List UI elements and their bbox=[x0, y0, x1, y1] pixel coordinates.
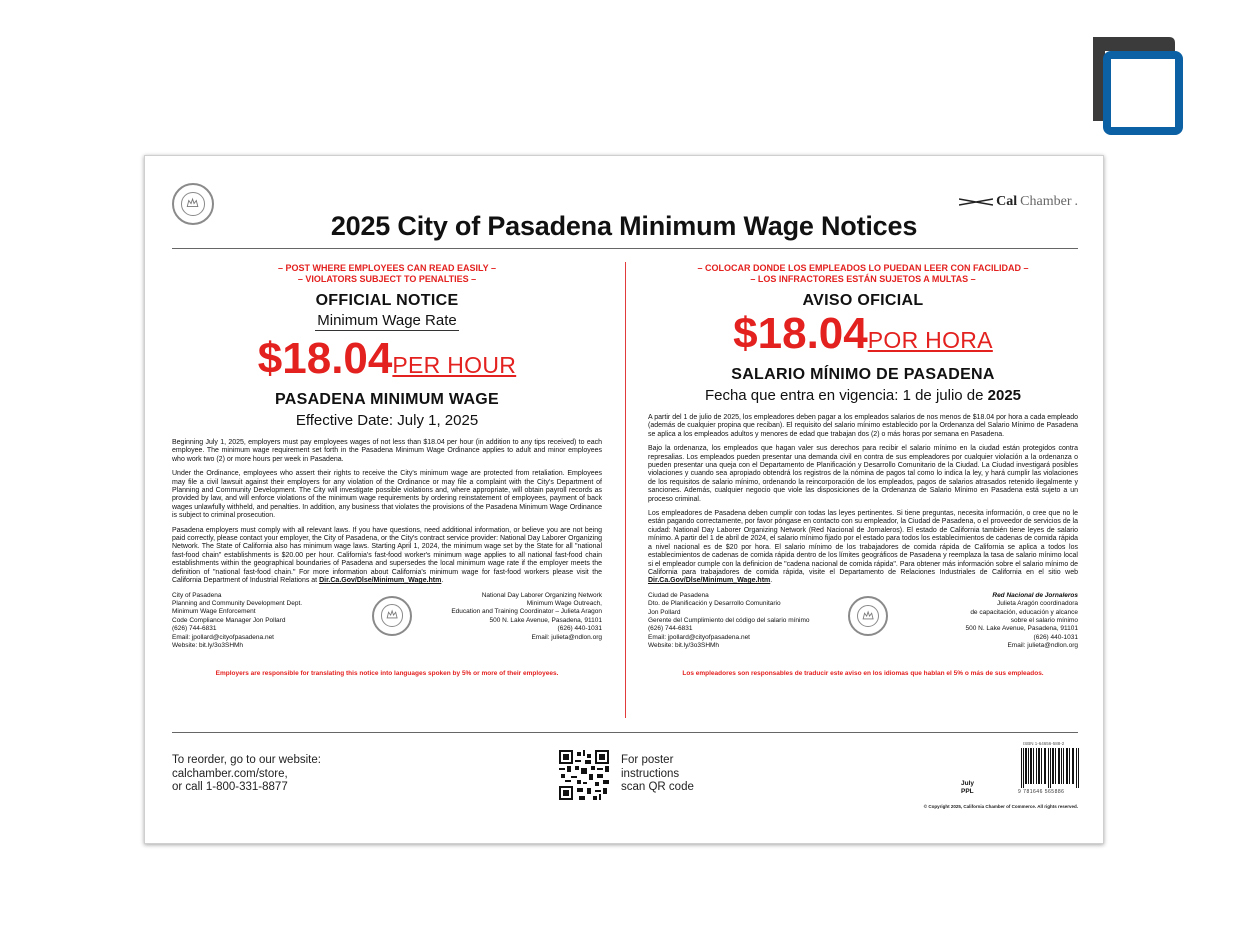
isbn-label: ISBN 1-64656-588-2 bbox=[1023, 741, 1065, 746]
contact-line: Planning and Community Development Dept. bbox=[172, 599, 303, 607]
dir-link[interactable]: Dir.Ca.Gov/Dlse/Minimum_Wage.htm bbox=[319, 577, 442, 585]
warning-line-1: – POST WHERE EMPLOYEES CAN READ EASILY – bbox=[277, 263, 497, 273]
english-notice bbox=[172, 263, 602, 677]
translation-note: Los empleadores son responsables de traducir este aviso en los idiomas que hablan el 5% o más de sus empleados. bbox=[682, 669, 1044, 677]
contact-line: Website: bit.ly/3o3SHMh bbox=[648, 642, 720, 650]
contact-line: sobre el salario mínimo bbox=[1010, 616, 1078, 624]
wage-subhead: SALARIO MÍNIMO DE PASADENA bbox=[731, 366, 995, 383]
edition-line: PPL bbox=[961, 788, 974, 795]
page-title: 2025 City of Pasadena Minimum Wage Notices bbox=[330, 211, 918, 241]
city-seal-icon bbox=[372, 596, 412, 636]
wage-amount bbox=[257, 334, 517, 387]
body-paragraph: Beginning July 1, 2025, employers must pay employees wages of not less than $18.04 per hour (in addition to any tips received) to each employee. The minimum wage requirement set forth in the Pasadena Minimum Wage Ordinance applies to adult and minor employees who work two (2) or more hours per week in Pasadena. bbox=[172, 439, 602, 463]
contact-line: Email: jpollard@cityofpasadena.net bbox=[648, 633, 750, 641]
dir-link[interactable]: Dir.Ca.Gov/Dlse/Minimum_Wage.htm bbox=[648, 577, 771, 585]
contact-line: City of Pasadena bbox=[172, 591, 222, 599]
contact-line: Julieta Aragón coordinadora bbox=[997, 600, 1078, 608]
barcode-icon bbox=[1021, 748, 1079, 788]
qr-code-icon[interactable] bbox=[559, 750, 609, 800]
paragraph-text: Los empleadores de Pasadena deben cumplir con todas las leyes pertinentes. Si tiene preguntas, necesita información, o cree que no le están pagando correctamente, por favor póngase en contacto con su empleador, la Ciudad de Pasadena, o el proveedor de servicios de la ciudad: National Day Laborer Organizing Network (Red Nacional de Jornaleros). El estado de California también tiene leyes de salario mínimo. A partir del 1 de abril de 2024, el salario mínimo fijado por el estado para todos los establecimientos de cadenas de comida rápida a nivel nacional es de $20 por hora. El salario mínimo de los trabajadores de comida rápida de California se aplica a todos los establecimientos de cadenas de comida rápida dentro de los límites geográficos de Pasadena y reemplaza la tasa de salario mínimo local si el empleador cumple con la definicion de "cadena nacional de comida rápida". Para obtener más información sobre el salario mínimo de California para trabajadores de comida rápida, visite el Departamento de Relaciones Industriales de California en el sitio web bbox=[648, 510, 1079, 576]
edition-label bbox=[961, 780, 974, 796]
contact-line: Ciudad de Pasadena bbox=[648, 591, 709, 599]
qr-instructions bbox=[621, 754, 694, 795]
contact-line: Website: bit.ly/3o3SHMh bbox=[172, 641, 244, 649]
edition-line: July bbox=[961, 780, 975, 787]
reorder-line: To reorder, go to our website: bbox=[172, 754, 321, 766]
city-seal-icon bbox=[848, 596, 888, 636]
effective-year: 2025 bbox=[987, 387, 1022, 404]
body-paragraph: Pasadena employers must comply with all relevant laws. If you have questions, need additional information, or believe you are not being paid correctly, please contact your employer, the City of Pasadena, or the City's contract service provider: National Day Laborer Organizing Network. The State of California also has minimum wage laws. Starting April 1, 2024, the minimum wage set by the State for all "national fast-food chain" establishments is $20.00 per hour. California's fast-food worker's minimum wage applies to all national fast-food chain establishments within the geographical boundaries of Pasadena and supersedes the local minimum wage rate if the employer meets the definition of "national fast-food chain." For more information about California's minimum wage for fast-food workers please visit the California Department of Industrial Relations at Dir.Ca.Gov/Dlse/Minimum_Wage.htm. bbox=[172, 526, 602, 585]
effective-date-value: July 1, 2025 bbox=[397, 412, 479, 429]
contact-ndlon bbox=[451, 592, 602, 642]
reorder-info bbox=[172, 754, 321, 795]
contact-line: Email: jpollard@cityofpasadena.net bbox=[172, 633, 274, 641]
warning-line-2: – VIOLATORS SUBJECT TO PENALTIES – bbox=[297, 274, 477, 284]
contact-city bbox=[172, 592, 302, 651]
contact-line: (626) 440-1031 bbox=[1033, 633, 1078, 641]
barcode-number: 9 781646 565886 bbox=[1018, 789, 1065, 795]
brand-suffix: . bbox=[1074, 194, 1078, 209]
contact-line: Red Nacional de Jornaleros bbox=[992, 591, 1078, 599]
wage-amount bbox=[733, 309, 993, 362]
reorder-line: or call 1-800-331-8877 bbox=[172, 781, 288, 793]
effective-date bbox=[172, 412, 602, 429]
contact-line: 500 N. Lake Avenue, Pasadena, 91101 bbox=[965, 625, 1078, 633]
english-contacts bbox=[172, 592, 602, 664]
effective-prefix: Fecha que entra en vigencia: 1 de julio de bbox=[704, 387, 988, 404]
contact-line: (626) 744-6831 bbox=[172, 625, 217, 633]
warning-line-1: – COLOCAR DONDE LOS EMPLEADOS LO PUEDAN LEER CON FACILIDAD – bbox=[697, 263, 1029, 273]
contact-line: Code Compliance Manager Jon Pollard bbox=[172, 616, 286, 624]
reorder-line: calchamber.com/store, bbox=[172, 767, 288, 780]
contact-line: de capacitación, educación y alcance bbox=[970, 608, 1078, 616]
official-notice-heading: AVISO OFICIAL bbox=[802, 292, 924, 309]
copyright-notice: © Copyright 2025, California Chamber of Commerce. All rights reserved. bbox=[923, 804, 1078, 809]
qr-line: For poster bbox=[621, 754, 674, 766]
qr-line: scan QR code bbox=[621, 781, 694, 793]
spanish-notice bbox=[648, 263, 1078, 677]
contact-line: Minimum Wage Outreach, bbox=[526, 599, 602, 607]
contact-line: 500 N. Lake Avenue, Pasadena, 91101 bbox=[489, 616, 602, 624]
spanish-body bbox=[648, 414, 1078, 586]
english-body bbox=[172, 439, 602, 586]
brand-name-bold: Cal bbox=[996, 194, 1018, 209]
qr-line: instructions bbox=[621, 767, 680, 780]
wage-unit: PER HOUR bbox=[392, 352, 517, 378]
contact-line: Minimum Wage Enforcement bbox=[172, 608, 256, 616]
spanish-contacts bbox=[648, 592, 1078, 664]
contact-line: Email: julieta@ndlon.org bbox=[531, 633, 602, 641]
contact-line: Gerente del Cumplimiento del código del salario mínimo bbox=[648, 616, 810, 624]
poster bbox=[144, 155, 1104, 844]
contact-city bbox=[648, 592, 810, 651]
body-paragraph: A partir del 1 de julio de 2025, los empleadores deben pagar a los empleados salarios de nos menos de $18.04 por hora a cada empleado (además de cualquier propina que reciban). El requisito del salario mínimo establecido por la Ordenanza del Salario Mínimo de Pasadena se aplica a los empleados adultos y menores de edad que trabajan dos (2) o más horas por semana en Pasadena. bbox=[648, 414, 1078, 438]
squares-logo-icon bbox=[1093, 37, 1183, 135]
contact-line: Email: julieta@ndlon.org bbox=[1007, 642, 1078, 650]
contact-line: (626) 744-6831 bbox=[648, 625, 693, 633]
official-notice-heading: OFFICIAL NOTICE bbox=[315, 292, 459, 309]
title-divider bbox=[172, 248, 1078, 249]
contact-line: (626) 440-1031 bbox=[557, 625, 602, 633]
effective-prefix: Effective Date: bbox=[295, 412, 398, 429]
contact-line: National Day Laborer Organizing Network bbox=[481, 591, 602, 599]
wage-value: $18.04 bbox=[257, 334, 393, 383]
contact-ndlon bbox=[965, 592, 1078, 651]
rate-label: Minimum Wage Rate bbox=[317, 312, 457, 329]
calchamber-logo-icon bbox=[959, 194, 1078, 210]
body-paragraph: Under the Ordinance, employees who assert their rights to receive the City's minimum wage are protected from retaliation. Employees may file a civil lawsuit against their employers for any violation of the Ordinance or may file a complaint with the City's Department of Planning and Community Development. The City will investigate possible violations and, where appropriate, will obtain payroll records as provided by law, and will enforce violations of the minimum wage requirements by ordering reinstatement of employees, payment of back wages unlawfully withheld, and penalties. In addition, any business that violates the provisions of the Pasadena Minimum Wage Ordinance is subject to criminal prosecution. bbox=[172, 470, 602, 520]
contact-line: Jon Pollard bbox=[648, 608, 681, 616]
body-paragraph: Bajo la ordenanza, los empleados que hagan valer sus derechos para recibir el salario mínimo en la ciudad están protegidos contra represalias. Los empleados pueden presentar una demanda civil en contra de sus empleadores por cualquier violación a la ordenanza o pueden presentar una queja con el Departamento de Planificación y Desarrollo Comunitario de la Ciudad. La Ciudad investigará posibles violaciones y cuando sea apropiado obtendrá los registros de la nómina de pagos tal como lo indica la ley, y hará cumplir las violaciones de los requisitos de salario mínimo, ordenando la reincorporación de los empleados, pagos de salarios atrasados retenido ilegalmente y sanciones. Además, cualquier negocio que viole las disposiciones de la Ordenanza de Salario Mínimo en Pasadena está sujeto a un proceso criminal. bbox=[648, 445, 1078, 503]
warning-line-2: – LOS INFRACTORES ESTÁN SUJETOS A MULTAS – bbox=[750, 274, 976, 284]
body-paragraph: Los empleadores de Pasadena deben cumplir con todas las leyes pertinentes. Si tiene preguntas, necesita información, o cree que no le están pagando correctamente, por favor póngase en contacto con su empleador, la Ciudad de Pasadena, o el proveedor de servicios de la ciudad: National Day Laborer Organizing Network (Red Nacional de Jornaleros). El estado de California también tiene leyes de salario mínimo. A partir del 1 de abril de 2024, el salario mínimo fijado por el estado para todos los establecimientos de cadenas de comida rápida a nivel nacional es de $20 por hora. El salario mínimo de los trabajadores de comida rápida de California se aplica a todos los establecimientos de cadenas de comida rápida dentro de los límites geográficos de Pasadena y reemplaza la tasa de salario mínimo local si el empleador cumple con la definicion de "cadena nacional de comida rápida". Para obtener más información sobre el salario mínimo de California para trabajadores de comida rápida, visite el Departamento de Relaciones Industriales de California en el sitio web Dir.Ca.Gov/Dlse/Minimum_Wage.htm. bbox=[648, 510, 1079, 585]
effective-date bbox=[648, 387, 1078, 404]
translation-note: Employers are responsible for translating this notice into languages spoken by 5% or more of their employees. bbox=[215, 669, 559, 677]
brand-name-rest: Chamber bbox=[1020, 194, 1072, 209]
footer-divider bbox=[172, 732, 1078, 733]
contact-line: Education and Training Coordinator – Julieta Aragon bbox=[451, 608, 602, 616]
wage-subhead: PASADENA MINIMUM WAGE bbox=[274, 391, 500, 408]
column-divider bbox=[625, 262, 626, 718]
wage-unit: POR HORA bbox=[867, 327, 993, 353]
contact-line: Dto. de Planificación y Desarrollo Comunitario bbox=[648, 600, 781, 608]
wage-value: $18.04 bbox=[733, 309, 868, 358]
paragraph-text: Pasadena employers must comply with all relevant laws. If you have questions, need additional information, or believe you are not being paid correctly, please contact your employer, the City of Pasadena, or the City's contract service provider: National Day Laborer Organizing Network. The State of California also has minimum wage laws. Starting April 1, 2024, the minimum wage set by the State for all "national fast-food chain" establishments is $20.00 per hour. California's fast-food worker's minimum wage applies to all national fast-food chain establishments within the geographical boundaries of Pasadena and supersedes the local minimum wage rate if the employer meets the definition of "national fast-food chain." For more information about California's minimum wage for fast-food workers please visit the California Department of Industrial Relations at bbox=[172, 526, 602, 585]
